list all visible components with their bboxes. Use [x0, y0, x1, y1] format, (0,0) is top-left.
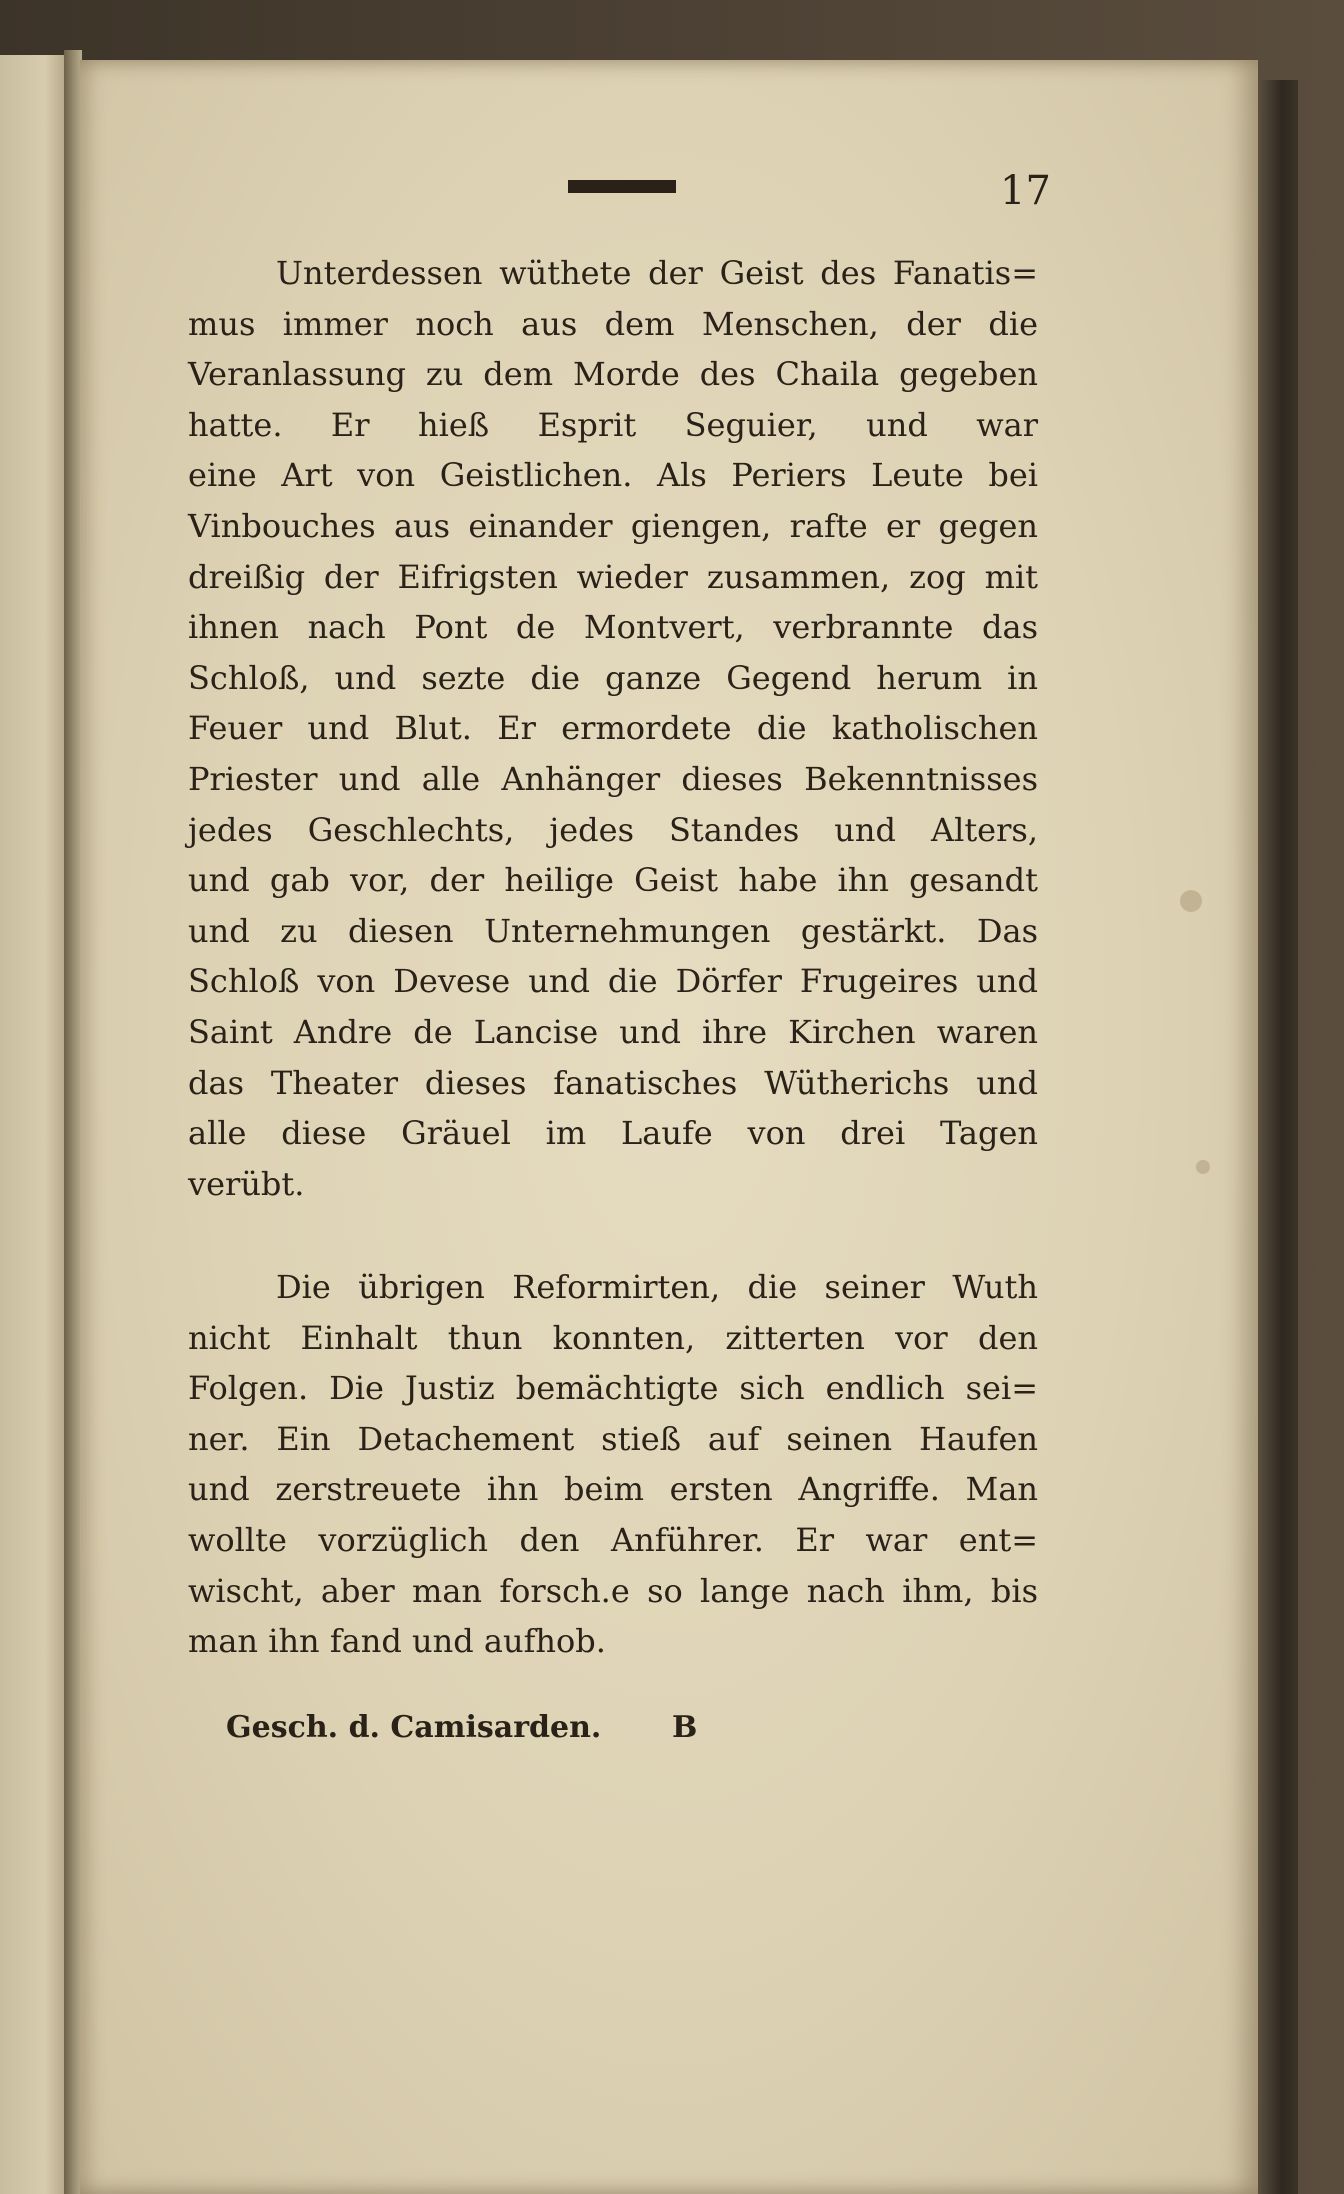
text-line: dreißig der Eifrigsten wieder zusammen, zog mit: [188, 557, 1038, 596]
text-line: nicht Einhalt thun konnten, zitterten vor den: [188, 1318, 1038, 1357]
text-line: jedes Geschlechts, jedes Standes und Alters,: [188, 810, 1038, 849]
text-line: ner. Ein Detachement stieß auf seinen Haufen: [188, 1419, 1038, 1458]
text-line: ihnen nach Pont de Montvert, verbrannte das: [188, 608, 1038, 647]
text-line: man ihn fand und aufhob.: [188, 1622, 606, 1661]
text-line: das Theater dieses fanatisches Wütherichs und: [188, 1063, 1038, 1102]
paper-stain: [1180, 890, 1202, 912]
text-line: Saint Andre de Lancise und ihre Kirchen waren: [188, 1012, 1038, 1051]
text-line: alle diese Gräuel im Laufe von drei Tagen: [188, 1114, 1038, 1153]
paragraph-1: [188, 248, 1038, 1209]
signature-line: Gesch. d. Camisarden.: [226, 1710, 602, 1745]
text-line: wollte vorzüglich den Anführer. Er war ent=: [188, 1520, 1038, 1559]
page-block-edge: [1258, 80, 1298, 2194]
text-line: verübt.: [188, 1164, 305, 1203]
text-line: Folgen. Die Justiz bemächtigte sich endlich sei=: [188, 1369, 1038, 1408]
text-line: und gab vor, der heilige Geist habe ihn gesandt: [188, 861, 1038, 900]
text-line: Schloß von Devese und die Dörfer Frugeires und: [188, 962, 1038, 1001]
text-line: eine Art von Geistlichen. Als Periers Leute bei: [188, 456, 1038, 495]
text-line: Die übrigen Reformirten, die seiner Wuth: [276, 1268, 1038, 1306]
text-line: Schloß, und sezte die ganze Gegend herum in: [188, 658, 1038, 697]
paper-stain: [1196, 1160, 1210, 1174]
header-rule: [568, 180, 676, 193]
text-line: Feuer und Blut. Er ermordete die katholischen: [188, 709, 1038, 748]
text-line: Priester und alle Anhänger dieses Bekenntnisses: [188, 759, 1038, 798]
text-line: hatte. Er hieß Esprit Seguier, und war: [188, 405, 1038, 444]
page-number: 17: [1000, 168, 1051, 214]
text-line: und zu diesen Unternehmungen gestärkt. Das: [188, 911, 1038, 950]
facing-page-edge: [0, 55, 66, 2194]
text-line: Unterdessen wüthete der Geist des Fanatis=: [276, 254, 1038, 292]
text-line: Veranlassung zu dem Morde des Chaila gegeben: [188, 355, 1038, 394]
text-line: und zerstreuete ihn beim ersten Angriffe. Man: [188, 1470, 1038, 1509]
paragraph-2: [188, 1262, 1038, 1667]
signature-mark: B: [672, 1710, 698, 1745]
text-line: mus immer noch aus dem Menschen, der die: [188, 304, 1038, 343]
text-line: Vinbouches aus einander giengen, rafte er gegen: [188, 506, 1038, 545]
text-line: wischt, aber man forsch.e so lange nach ihm, bis: [188, 1571, 1038, 1610]
